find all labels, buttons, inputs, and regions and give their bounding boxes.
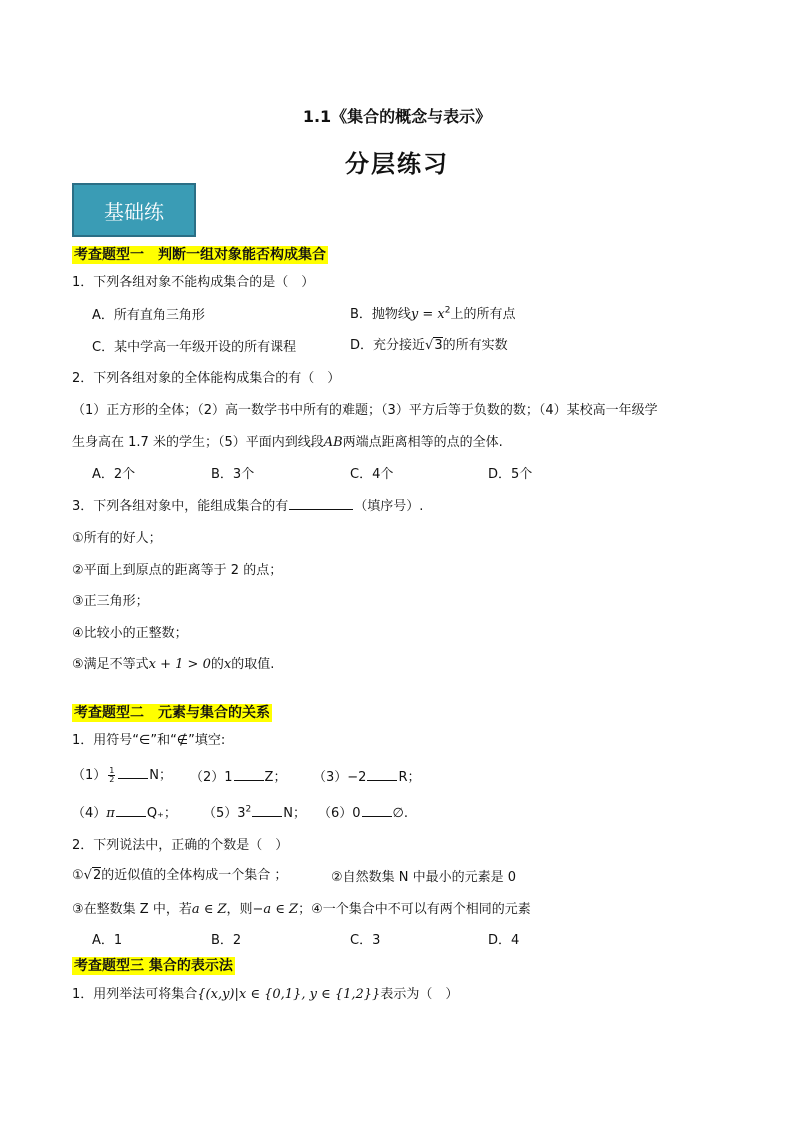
s1-q2-option-d: D．5个 (488, 467, 533, 482)
s1-q1-stem: 1．下列各组对象不能构成集合的是（ ） (72, 275, 315, 290)
s2-q1-part-4 (72, 802, 177, 821)
answer-blank (252, 815, 282, 817)
s1-q1-option-d (350, 334, 508, 353)
s1-q3-stem (72, 495, 423, 514)
sqrt-symbol: √3 (425, 338, 443, 353)
s3-q1-stem (72, 983, 458, 1002)
set-symbol: N； (149, 768, 173, 783)
statement-text-mid: ，则 (226, 902, 253, 917)
s1-q2-option-c: C．4个 (350, 467, 394, 482)
answer-blank (116, 815, 146, 817)
s1-q2-option-a: A．2个 (92, 467, 136, 482)
answer-blank (289, 508, 353, 510)
s1-q3-item-4: ④比较小的正整数； (72, 626, 188, 641)
answer-blank (234, 779, 264, 781)
s2-q2-option-c: C．3 (350, 933, 381, 948)
denominator: 2 (109, 775, 115, 784)
option-d-text-end: 的所有实数 (442, 338, 508, 353)
s2-q2-option-a: A．1 (92, 933, 123, 948)
circled-number: ① (72, 868, 84, 883)
fraction (108, 767, 115, 784)
option-b-text-end: 上的所有点 (450, 307, 516, 322)
s2-q2-option-d: D．4 (488, 933, 520, 948)
stem-text-end: 表示为（ ） (380, 987, 459, 1002)
option-b-text: B．抛物线 (350, 307, 411, 322)
set-expression: {(x,y)|x ∈ {0,1}, y ∈ {1,2}} (197, 987, 381, 1002)
set-symbol: N； (283, 806, 307, 821)
option-d-text: D．充分接近 (350, 338, 426, 353)
answer-blank (118, 777, 148, 779)
sqrt-radicand: 3 (434, 338, 443, 353)
s1-q3-item-5 (72, 653, 274, 672)
section-heading-2 (72, 702, 272, 722)
s2-q1-part-1 (72, 764, 172, 784)
s1-q3-item-2: ②平面上到原点的距离等于 2 的点； (72, 563, 283, 578)
part-label: （2）1 (190, 770, 233, 785)
s2-q1-part-6 (318, 802, 408, 821)
set-symbol: Q₊； (146, 806, 177, 821)
s2-q2-statement-1 (72, 864, 287, 883)
section-heading-text: 考查题型三 集合的表示法 (74, 958, 233, 974)
level-badge: 基础练 (72, 183, 196, 237)
sqrt-symbol: √2 (83, 868, 102, 883)
q3-stem-text-end: （填序号）. (354, 499, 424, 514)
set-symbol: ∅. (392, 806, 409, 821)
s1-q2-option-b: B．3个 (211, 467, 255, 482)
statement-text: ③在整数集 Z 中，若 (72, 902, 192, 917)
sqrt-radicand: 2 (92, 868, 102, 883)
doc-subtitle: 分层练习 (345, 150, 449, 178)
part-label: （5）3 (203, 806, 246, 821)
s2-q2-statement-3-4 (72, 898, 531, 917)
membership-expr: a ∈ Z (191, 902, 227, 917)
membership-expr: −a ∈ Z (252, 902, 299, 917)
segment-ab: AB (323, 435, 343, 450)
option-b-math: y = x (410, 307, 445, 322)
answer-blank (367, 779, 397, 781)
exponent: 2 (245, 804, 252, 815)
s2-q1-part-5 (203, 802, 306, 821)
statement-text: 的近似值的全体构成一个集合 ； (101, 868, 288, 883)
s2-q1-part-3 (313, 766, 420, 785)
s1-q1-option-c: C．某中学高一年级开设的所有课程 (92, 340, 297, 355)
variable-x: x (223, 657, 232, 672)
s1-q1-option-b (350, 303, 516, 322)
s1-q2-line1: （1）正方形的全体；（2）高一数学书中所有的难题；（3）平方后等于负数的数；（4）某校高一年级学 (72, 403, 658, 418)
option-b-exponent: 2 (444, 305, 451, 316)
item5-text-end: 的取值. (231, 657, 275, 672)
s1-q1-option-a: A．所有直角三角形 (92, 308, 205, 323)
s1-q2-line2 (72, 431, 503, 450)
s2-q2-option-b: B．2 (211, 933, 242, 948)
s2-q1-stem: 1．用符号“∈”和“∉”填空: (72, 733, 226, 748)
stem-text: 1．用列举法可将集合 (72, 987, 198, 1002)
answer-blank (362, 815, 392, 817)
section-heading-text: 考查题型二 元素与集合的关系 (74, 705, 270, 721)
part-label: （4） (72, 806, 107, 821)
section-heading-1 (72, 244, 328, 264)
item5-text: ⑤满足不等式 (72, 657, 149, 672)
statement-4-text: ④一个集合中不可以有两个相同的元素 (311, 902, 531, 917)
s1-q3-item-1: ①所有的好人； (72, 531, 162, 546)
section-heading-text: 考查题型一 判断一组对象能否构成集合 (74, 247, 326, 263)
separator: ； (298, 902, 312, 917)
s2-q1-part-2 (190, 766, 286, 785)
part-label: （6）0 (318, 806, 361, 821)
s1-q2-stem: 2．下列各组对象的全体能构成集合的有（ ） (72, 371, 341, 386)
part-label: （1） (72, 768, 107, 783)
part-label: （3）−2 (313, 770, 367, 785)
set-symbol: Z； (264, 770, 287, 785)
inequality: x + 1 > 0 (148, 657, 211, 672)
q3-stem-text: 3．下列各组对象中，能组成集合的有 (72, 499, 289, 514)
doc-title: 1.1《集合的概念与表示》 (302, 107, 492, 126)
pi-symbol: π (106, 806, 115, 821)
set-symbol: R； (398, 770, 421, 785)
numerator: 1 (109, 766, 115, 775)
s2-q2-statement-2: ②自然数集 N 中最小的元素是 0 (331, 870, 517, 885)
line2-text: 生身高在 1.7 米的学生；（5）平面内到线段 (72, 435, 324, 450)
s2-q2-stem: 2．下列说法中，正确的个数是（ ） (72, 838, 289, 853)
item5-text-mid: 的 (210, 657, 224, 672)
s1-q3-item-3: ③正三角形； (72, 594, 149, 609)
section-heading-3 (72, 955, 235, 975)
line2-text-end: 两端点距离相等的点的全体. (342, 435, 503, 450)
